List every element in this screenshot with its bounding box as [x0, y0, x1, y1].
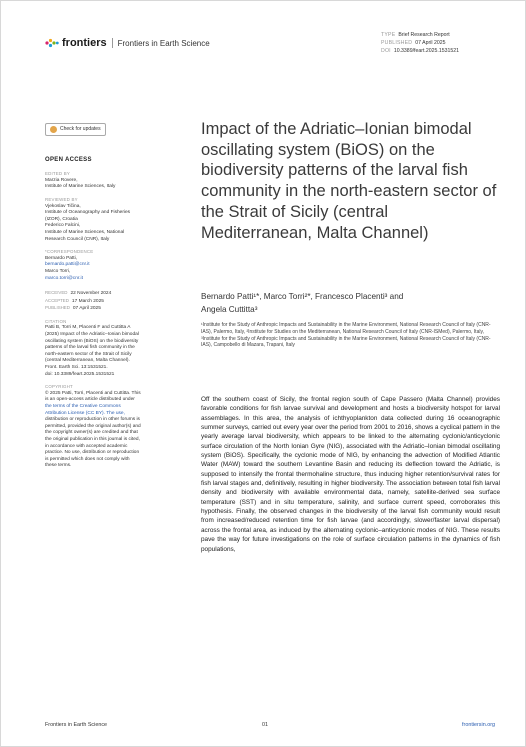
copyright-line: in accordance with accepted academic	[45, 443, 128, 449]
citation-label: CITATION	[45, 318, 67, 324]
reviewer-line: (IZOR), Croatia	[45, 216, 78, 222]
citation-line: (central Mediterranean, Malta Channel).	[45, 358, 130, 364]
correspondence-label: *CORRESPONDENCE	[45, 249, 94, 255]
editor-line: Institute of Marine Sciences, Italy	[45, 184, 116, 190]
cc-license-link[interactable]: Attribution License (CC BY). The use,	[45, 410, 125, 416]
copyright-line: these terms.	[45, 463, 72, 469]
reviewer-line: Institute of Marine Sciences, National	[45, 229, 125, 235]
frontiers-logo[interactable]	[45, 37, 210, 49]
reviewer-line: Research Council (CNR), Italy	[45, 236, 110, 242]
doi-value[interactable]: 10.3389/feart.2025.1531521	[393, 48, 460, 54]
check-for-updates-button[interactable]	[45, 123, 106, 136]
cc-license-link[interactable]: the terms of the Creative Commons	[45, 404, 121, 409]
authors-line: Angela Cuttitta³	[201, 304, 258, 314]
accepted-label: ACCEPTED	[45, 297, 69, 303]
article-meta	[381, 31, 459, 55]
citation-line: oscillating system (BiOS) on the biodiversity	[45, 338, 139, 344]
logo-divider	[112, 38, 113, 48]
citation-line: patterns of the larval fish community in the	[45, 345, 135, 351]
journal-name: Frontiers in Earth Science	[117, 38, 210, 48]
citation-line: (2025) Impact of the Adriatic–Ionian bimodal	[45, 332, 139, 338]
abstract: Off the southern coast of Sicily, the frontal region south of Cape Passero (Malta Channel) provides favorable conditions for fish larvae survival and development and hosts a biodiversity hotspot for larval assemblages. In this area, the analysis of ichthyoplankton data collected during 16 oceanographic summer surveys, carried out every year over the period from 2001 to 2016, shows a cyclical pattern in the yearly average larval biodiversity, which appears to be linked to the alternating cyclonic/anticyclonic surface circulation of the North Ionian Gyre (NIG), associated with the Adriatic–Ionian bimodal oscillating system (BiOS). Specifically, the cyclonic mode of NIG, by enhancing the advection of Modified Atlantic Water (MAW) toward the southern Levantine Basin and reducing its deflection toward the Adriatic, is supposed to intensify the frontal thermohaline structure, thus inducing higher retention/survival rates for fish larval stages and, definitively, resulting in higher biodiversity. The association between total fish larval density and biodiversity with available environmental data, namely, satellite-derived sea surface temperature (SST) and in situ temperature, salinity, and surface current speed, corroborates this hypothesis. Finally, the observed changes in the biodiversity of the larval fish community would result from increased/reduced retention time for fish larvae (and accordingly, slower/faster larval dispersal) across the frontal area, as induced by the alternating cyclonic–anticyclonic modes of NIG. These results pave the way for future investigations on the role of surface circulation patterns in the dynamics of fish populations,	[201, 396, 500, 553]
citation-line: Front. Earth Sci. 13:1531521.	[45, 365, 108, 371]
frontiers-logo-icon	[45, 38, 59, 48]
affiliations: ¹Institute for the Study of Anthropic Impacts and Sustainability in the Marine Environment, National Research Council of Italy (CNR-IAS), Palermo, Italy, ²Institute for Studies on the Mediterranean, National Research Council of Italy (CNR-ISMed), Palermo, Italy, ³Institute for the Study of Anthropic Impacts and Sustainability in the Marine Environment, National Research Council of Italy (CNR-IAS), Campobello di Mazara, Trapani, Italy	[201, 322, 491, 349]
copyright-line: permitted, provided the original author(s) and	[45, 423, 141, 429]
reviewer-line: Vjekoslav Tičina,	[45, 203, 81, 209]
copyright-line: the copyright owner(s) are credited and that	[45, 430, 138, 436]
citation-line: Patti B, Torri M, Placenti F and Cuttitta A	[45, 325, 131, 331]
editor-line: Marzia Rovere,	[45, 177, 78, 183]
footer-site-link[interactable]: frontiersin.org	[462, 722, 495, 728]
reviewed-by-label: REVIEWED BY	[45, 196, 78, 202]
type-value: Brief Research Report	[398, 32, 450, 38]
copyright-line: © 2025 Patti, Torri, Placenti and Cuttitta. This	[45, 390, 141, 396]
copyright-line: distribution or reproduction in other forums is	[45, 417, 140, 423]
received-row	[45, 290, 165, 298]
copyright-label: COPYRIGHT	[45, 384, 73, 390]
correspondent-name: Bernardo Patti,	[45, 255, 77, 261]
type-label: TYPE	[381, 32, 396, 38]
accepted-date: 17 March 2025	[71, 298, 104, 304]
received-date: 22 November 2024	[70, 291, 112, 297]
correspondent-name: Marco Torri,	[45, 268, 71, 274]
published-label: PUBLISHED	[381, 40, 413, 46]
copyright-line: practice. No use, distribution or reproduction	[45, 450, 140, 456]
published-label: PUBLISHED	[45, 305, 70, 311]
open-access-heading: OPEN ACCESS	[45, 156, 92, 163]
reviewer-line: Federico Falcini,	[45, 223, 81, 229]
published-date: 07 April 2025	[72, 306, 101, 312]
published-value: 07 April 2025	[415, 40, 446, 46]
correspondent-email[interactable]: bernardo.patti@cnr.it	[45, 262, 90, 268]
published-row	[45, 305, 165, 313]
copyright-line: the original publication in this journal is cited,	[45, 436, 140, 442]
citation-doi[interactable]: doi: 10.3389/feart.2025.1531521	[45, 371, 115, 377]
author-list	[201, 291, 501, 316]
citation-line: north-eastern sector of the Strait of Sicily	[45, 351, 132, 357]
updates-label: Check for updates	[60, 126, 101, 133]
article-title: Impact of the Adriatic–Ionian bimodal oscillating system (BiOS) on the biodiversity patterns of the larval fish community in the north-eastern sector of the Strait of Sicily (central Mediterranean, Malta Channel)	[201, 120, 497, 242]
reviewer-line: Institute of Oceanography and Fisheries	[45, 210, 131, 216]
page-number: 01	[262, 722, 268, 728]
sidebar	[45, 123, 165, 470]
received-label: RECEIVED	[45, 290, 68, 296]
accepted-row	[45, 298, 165, 306]
correspondent-email[interactable]: marco.torri@cnr.it	[45, 275, 83, 281]
updates-icon	[50, 126, 57, 133]
edited-by-label: EDITED BY	[45, 171, 70, 177]
copyright-line: is permitted which does not comply with	[45, 456, 130, 462]
brand-name: frontiers	[62, 37, 107, 49]
doi-label: DOI	[381, 48, 391, 54]
footer-journal: Frontiers in Earth Science	[45, 722, 108, 728]
authors-line: Bernardo Patti¹*, Marco Torri²*, Francesco Placenti³ and	[201, 292, 404, 301]
copyright-line: is an open-access article distributed under	[45, 397, 135, 403]
